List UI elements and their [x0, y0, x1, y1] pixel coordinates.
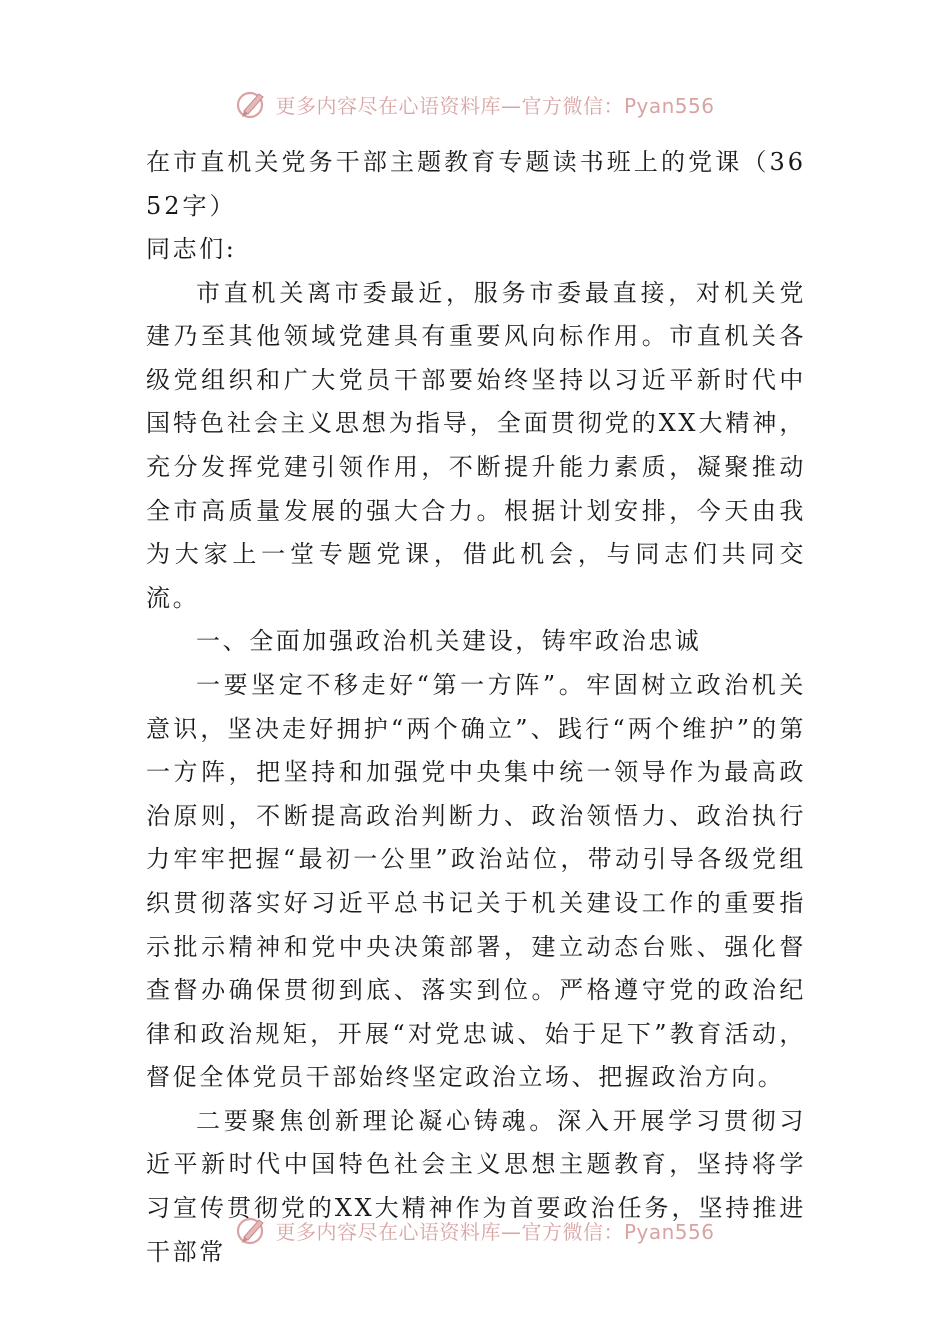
document-title: 在市直机关党务干部主题教育专题读书班上的党课（3652字）: [146, 148, 806, 220]
pen-circle-logo-icon: [235, 87, 269, 121]
watermark-banner-bottom: [0, 1210, 950, 1250]
greeting: 同志们:: [146, 235, 237, 263]
document-body: [146, 140, 806, 1274]
section-heading: 一、全面加强政治机关建设，铸牢政治忠诚: [196, 627, 702, 656]
paragraph: 二要聚焦创新理论凝心铸魂。深入开展学习贯彻习近平新时代中国特色社会主义思想主题教育，坚持将学习宣传贯彻党的XX大精神作为首要政治任务，坚持推进干部常: [146, 1106, 806, 1266]
watermark-banner-top: [0, 84, 950, 124]
paragraph: 一要坚定不移走好“第一方阵”。牢固树立政治机关意识，坚决走好拥护“两个确立”、践行“两个维护”的第一方阵，把坚持和加强党中央集中统一领导作为最高政治原则，不断提高政治判断力、政治领悟力、政治执行力牢牢把握“最初一公里”政治站位，带动引导各级党组织贯彻落实好习近平总书记关于机关建设工作的重要指示批示精神和党中央决策部署，建立动态台账、强化督查督办确保贯彻到底、落实到位。严格遵守党的政治纪律和政治规矩，开展“对党忠诚、始于足下”教育活动，督促全体党员干部始终坚定政治立场、把握政治方向。: [146, 670, 806, 1092]
pen-circle-logo-icon: [235, 1213, 269, 1247]
watermark-text: 更多内容尽在心语资料库—官方微信：Pyan556: [275, 1219, 715, 1244]
paragraph: 市直机关离市委最近，服务市委最直接，对机关党建乃至其他领域党建具有重要风向标作用。市直机关各级党组织和广大党员干部要始终坚持以习近平新时代中国特色社会主义思想为指导，全面贯彻党的XX大精神，充分发挥党建引领作用，不断提升能力素质，凝聚推动全市高质量发展的强大合力。根据计划安排，今天由我为大家上一堂专题党课，借此机会，与同志们共同交流。: [146, 278, 806, 612]
watermark-text: 更多内容尽在心语资料库—官方微信：Pyan556: [275, 93, 715, 118]
